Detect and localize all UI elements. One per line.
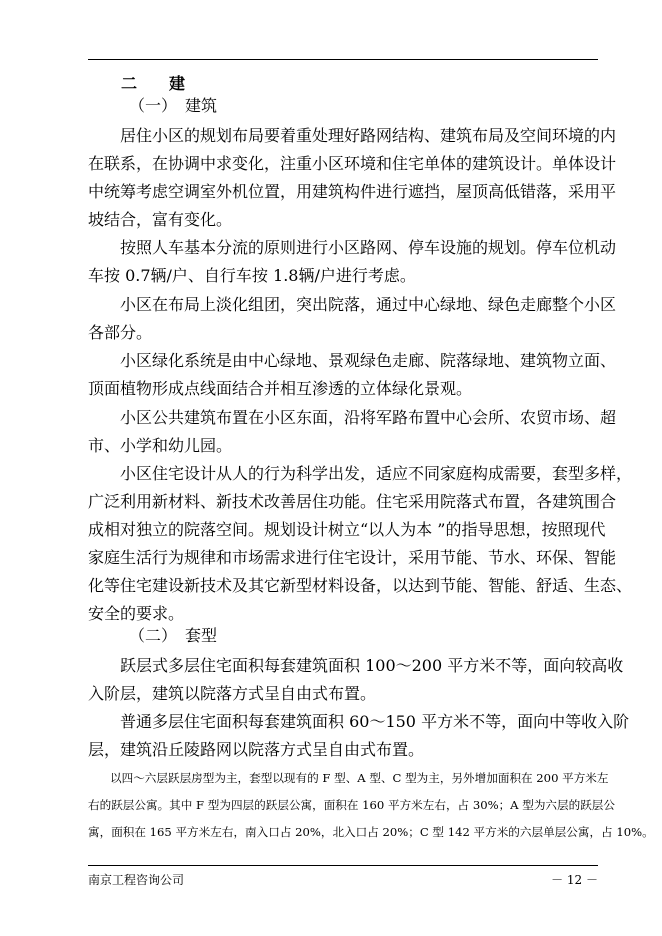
paragraph-line: 化等住宅建设新技术及其它新型材料设备，以达到节能、智能、舒适、生态、 — [88, 576, 633, 595]
paragraph-line: 各部分。 — [88, 323, 153, 342]
paragraph-line: 按照人车基本分流的原则进行小区路网、停车设施的规划。停车位机动 — [120, 238, 617, 257]
paragraph-line: 安全的要求。 — [88, 604, 185, 623]
small-paragraph-line: 以四～六层跃层房型为主，套型以现有的 F 型、A 型、C 型为主，另外增加面积在 200 平方米左 — [110, 771, 609, 785]
paragraph-line: 层，建筑沿丘陵路网以院落方式呈自由式布置。 — [88, 740, 425, 759]
paragraph-line: 小区公共建筑布置在小区东面，沿将军路布置中心会所、农贸市场、超 — [120, 408, 617, 427]
small-paragraph-line: 寓，面积在 165 平方米左右，南入口占 20%，北入口占 20%；C 型 142 平方米的六层单层公寓，占 10%。 — [88, 825, 654, 839]
paragraph-line: 顶面植物形成点线面结合并相互渗透的立体绿化景观。 — [88, 379, 473, 398]
paragraph-line: 广泛利用新材料、新技术改善居住功能。住宅采用院落式布置，各建筑围合 — [88, 492, 617, 511]
footer-rule — [88, 865, 598, 866]
paragraph-line: 入阶层，建筑以院落方式呈自由式布置。 — [88, 684, 377, 703]
paragraph-line: 小区在布局上淡化组团，突出院落，通过中心绿地、绿色走廊整个小区 — [120, 295, 617, 314]
footer-page-number: － 12 － — [551, 873, 598, 887]
section-title-architecture: （一） 建筑 — [129, 96, 218, 115]
paragraph-line: 跃层式多层住宅面积每套建筑面积 100～200 平方米不等，面向较高收 — [120, 656, 624, 675]
paragraph-line: 中统筹考虑空调室外机位置，用建筑构件进行遮挡，屋顶高低错落，采用平 — [88, 182, 617, 201]
paragraph-line: 市、小学和幼儿园。 — [88, 436, 233, 455]
paragraph-line: 普通多层住宅面积每套建筑面积 60～150 平方米不等，面向中等收入阶 — [120, 712, 630, 731]
paragraph-line: 车按 0.7辆/户、自行车按 1.8辆/户进行考虑。 — [88, 266, 416, 285]
paragraph-line: 家庭生活行为规律和市场需求进行住宅设计，采用节能、节水、环保、智能 — [88, 548, 617, 567]
small-paragraph-line: 右的跃层公寓。其中 F 型为四层的跃层公寓，面积在 160 平方米左右，占 30%；A 型为六层的跃层公 — [88, 798, 615, 812]
footer-company: 南京工程咨询公司 — [88, 873, 185, 887]
section-title-unit-types: （二） 套型 — [129, 626, 218, 645]
chapter-heading: 二 建 — [121, 74, 186, 93]
header-rule — [88, 59, 598, 60]
paragraph-line: 居住小区的规划布局要着重处理好路网结构、建筑布局及空间环境的内 — [120, 126, 617, 145]
paragraph-line: 在联系，在协调中求变化，注重小区环境和住宅单体的建筑设计。单体设计 — [88, 154, 617, 173]
paragraph-line: 成相对独立的院落空间。规划设计树立“以人为本 ”的指导思想，按照现代 — [88, 520, 606, 539]
paragraph-line: 小区绿化系统是由中心绿地、景观绿色走廊、院落绿地、建筑物立面、 — [120, 351, 617, 370]
paragraph-line: 坡结合，富有变化。 — [88, 210, 233, 229]
paragraph-line: 小区住宅设计从人的行为科学出发，适应不同家庭构成需要，套型多样， — [120, 464, 633, 483]
